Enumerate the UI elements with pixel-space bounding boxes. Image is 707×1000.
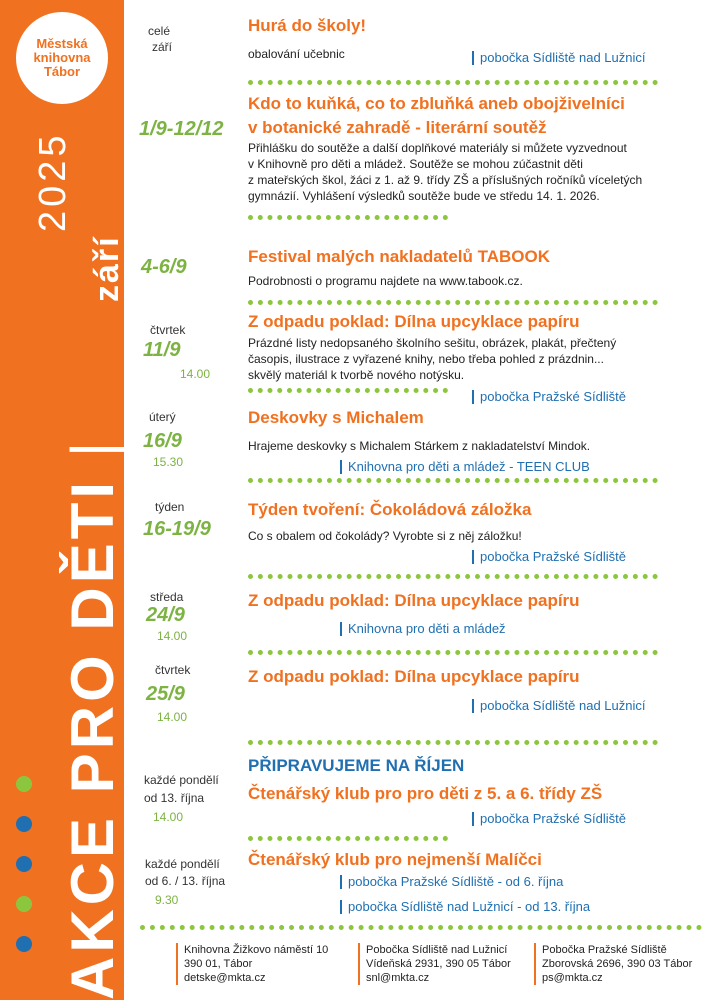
event-location: pobočka Pražské Sídliště — [472, 812, 626, 826]
event-title: Čtenářský klub pro pro děti z 5. a 6. třídy ZŠ — [248, 784, 603, 803]
blue-dot-icon — [16, 936, 32, 952]
footer-contact-email[interactable]: ps@mkta.cz — [542, 972, 603, 984]
event-date-label-2: září — [152, 40, 173, 54]
event-date: 25/9 — [146, 683, 185, 705]
event-title: Z odpadu poklad: Dílna upcyklace papíru — [248, 591, 580, 610]
footer-contact-address: Vídeňská 2931, 390 05 Tábor — [366, 958, 511, 970]
footer-contact — [358, 943, 511, 985]
event-description: Přihlášku do soutěže a další doplňkové materiály si můžete vyzvednout — [248, 141, 627, 155]
event-time: 15.30 — [153, 455, 184, 469]
footer-contact-name: Pobočka Sídliště nad Lužnicí — [366, 944, 508, 956]
event-location-2: pobočka Sídliště nad Lužnicí - od 13. října — [340, 900, 590, 914]
event-date: 16-19/9 — [143, 518, 211, 540]
event-date: 4-6/9 — [141, 256, 187, 278]
event-title: Z odpadu poklad: Dílna upcyklace papíru — [248, 312, 580, 331]
event-location: pobočka Pražské Sídliště - od 6. října — [340, 875, 563, 889]
footer-contact-address: 390 01, Tábor — [184, 958, 253, 970]
dotted-separator — [248, 478, 658, 483]
event-date: 1/9-12/12 — [139, 118, 224, 140]
blue-dot-icon — [16, 856, 32, 872]
event-day: čtvrtek — [155, 663, 191, 677]
event-title: Festival malých nakladatelů TABOOK — [248, 247, 550, 266]
dotted-separator — [140, 925, 702, 930]
sidebar-month: září — [88, 235, 126, 302]
dotted-separator — [248, 215, 448, 220]
event-description: obalování učebnic — [248, 47, 345, 61]
event-day: čtvrtek — [150, 323, 186, 337]
event-time: 9.30 — [155, 893, 179, 907]
event-title: Deskovky s Michalem — [248, 408, 424, 427]
sidebar-title-separator: | — [59, 437, 126, 458]
event-location: Knihovna pro děti a mládež — [340, 622, 506, 636]
event-day: každé pondělí — [144, 773, 219, 787]
green-dot-icon — [16, 896, 32, 912]
event-day: úterý — [149, 410, 176, 424]
footer-contact-email[interactable]: snl@mkta.cz — [366, 972, 430, 984]
footer-contact-address: Zborovská 2696, 390 03 Tábor — [542, 958, 693, 970]
event-location: pobočka Sídliště nad Lužnicí — [472, 699, 646, 713]
event-location: Knihovna pro děti a mládež - TEEN CLUB — [340, 460, 590, 474]
event-date: 24/9 — [146, 604, 185, 626]
event-time: 14.00 — [157, 710, 188, 724]
decorative-dots — [16, 776, 32, 976]
event-title: Čtenářský klub pro nejmenší Malíčci — [248, 850, 542, 869]
event-title: Týden tvoření: Čokoládová záložka — [248, 500, 532, 519]
footer-contact — [534, 943, 692, 985]
event-title-line-2: v botanické zahradě - literární soutěž — [248, 118, 547, 137]
footer-contact — [176, 943, 328, 985]
footer-contact-email[interactable]: detske@mkta.cz — [184, 972, 266, 984]
event-day: každé pondělí — [145, 857, 220, 871]
event-description: v Knihovně pro děti a mládež. Soutěže se mohou zúčastnit děti — [248, 157, 583, 171]
dotted-separator — [248, 300, 658, 305]
event-day: týden — [155, 500, 185, 514]
event-day-2: od 6. / 13. října — [145, 874, 226, 888]
event-title: Z odpadu poklad: Dílna upcyklace papíru — [248, 667, 580, 686]
event-date: 16/9 — [143, 430, 182, 452]
sidebar-title — [58, 438, 127, 1000]
event-title: Kdo to kuňká, co to zbluňká aneb obojživelníci — [248, 94, 625, 113]
event-description: Prázdné listy nedopsaného školního sešitu, obrázek, plakát, přečtený — [248, 336, 617, 350]
event-location: pobočka Pražské Sídliště — [472, 390, 626, 404]
section-heading: PŘIPRAVUJEME NA ŘÍJEN — [248, 756, 465, 775]
event-title: Hurá do školy! — [248, 16, 367, 35]
dotted-separator — [248, 650, 658, 655]
dotted-separator — [248, 574, 658, 579]
library-logo — [16, 12, 108, 104]
event-day: středa — [150, 590, 184, 604]
footer-contact-name: Pobočka Pražské Sídliště — [542, 944, 667, 956]
dotted-separator — [248, 740, 658, 745]
logo-line-3: Tábor — [43, 64, 81, 79]
event-time: 14.00 — [153, 810, 184, 824]
sidebar-year: 2025 — [32, 131, 74, 232]
event-date-label: celé — [148, 24, 171, 38]
event-time: 14.00 — [157, 629, 188, 643]
blue-dot-icon — [16, 816, 32, 832]
event-location: pobočka Sídliště nad Lužnicí — [472, 51, 646, 65]
event-description: z mateřských škol, žáci z 1. až 9. třídy ZŠ a příslušných ročníků víceletých — [248, 173, 643, 187]
event-time: 14.00 — [180, 367, 211, 381]
event-description: skvělý materiál k tvorbě nového notýsku. — [248, 368, 465, 382]
event-location: pobočka Pražské Sídliště — [472, 550, 626, 564]
dotted-separator — [248, 388, 448, 393]
dotted-separator — [248, 80, 658, 85]
logo-line-2: knihovna — [33, 50, 91, 65]
event-description: časopis, ilustrace z vyřazené knihy, nebo třeba pohled z prázdnin... — [248, 352, 604, 366]
sidebar-title-main: AKCE PRO DĚTI — [59, 477, 126, 1000]
event-description: gymnázií. Vyhlášení výsledků soutěže bude ve středu 14. 1. 2026. — [248, 189, 600, 203]
logo-line-1: Městská — [36, 36, 88, 51]
footer-contact-name: Knihovna Žižkovo náměstí 10 — [184, 944, 329, 956]
dotted-separator — [248, 836, 448, 841]
event-description: Co s obalem od čokolády? Vyrobte si z něj záložku! — [248, 529, 522, 543]
event-day-2: od 13. října — [144, 791, 205, 805]
event-description: Hrajeme deskovky s Michalem Stárkem z nakladatelství Mindok. — [248, 439, 591, 453]
event-date: 11/9 — [143, 339, 181, 361]
event-description: Podrobnosti o programu najdete na www.tabook.cz. — [248, 274, 523, 288]
green-dot-icon — [16, 776, 32, 792]
